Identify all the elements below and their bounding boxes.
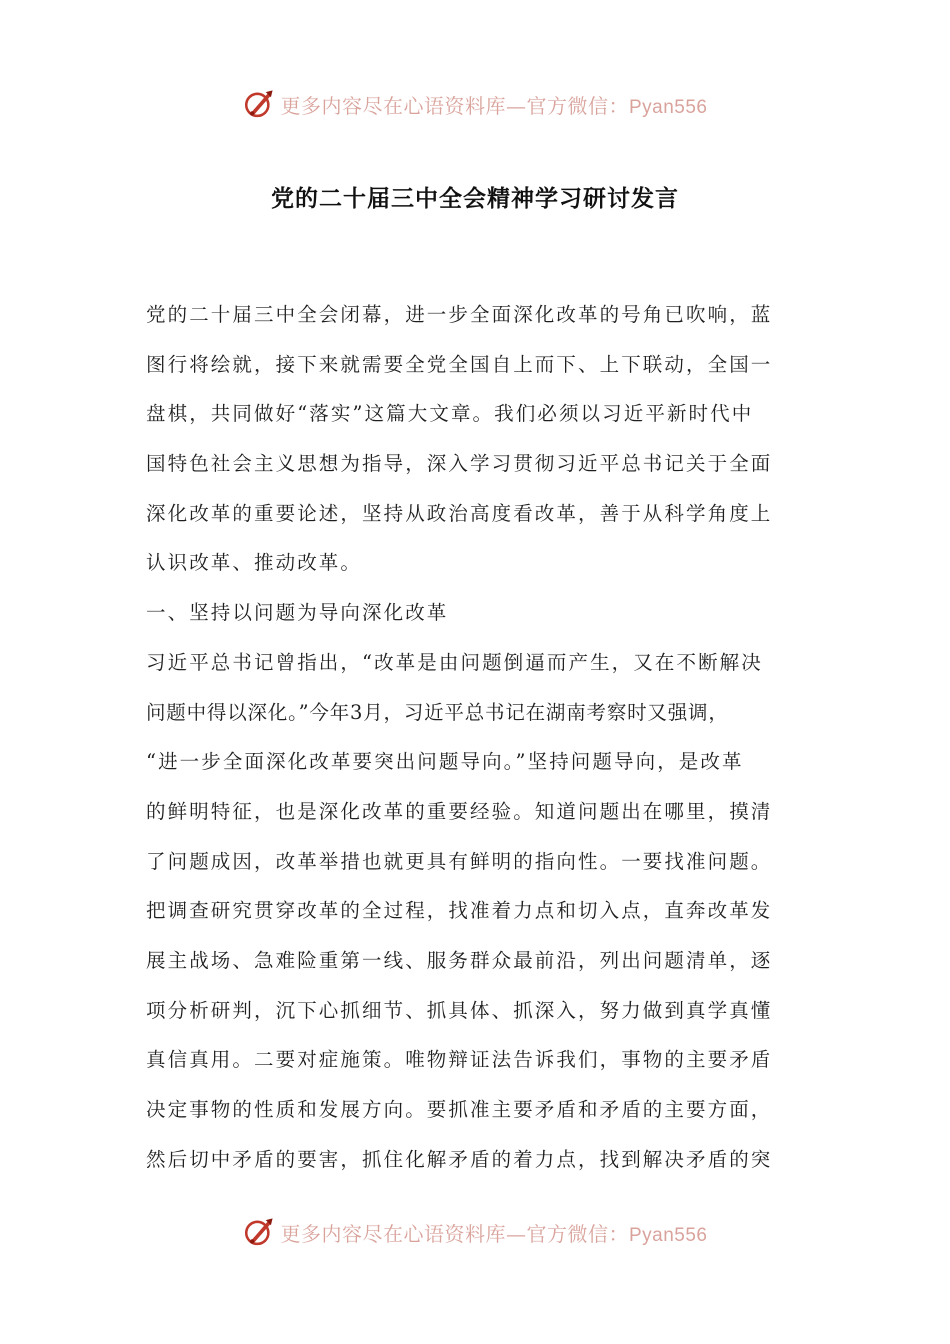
body-line: 习近平总书记曾指出，“改革是由问题倒逼而产生，又在不断解决 — [146, 650, 763, 674]
body-line: 展主战场、急难险重第一线、服务群众最前沿，列出问题清单，逐 — [146, 948, 773, 972]
body-line: 盘棋，共同做好“落实”这篇大文章。我们必须以习近平新时代中 — [146, 402, 754, 426]
quill-seal-icon — [242, 1215, 276, 1249]
section-heading: 一、坚持以问题为导向深化改革 — [146, 601, 449, 625]
body-line: 国特色社会主义思想为指导，深入学习贯彻习近平总书记关于全面 — [146, 452, 773, 476]
body-line: 的鲜明特征，也是深化改革的重要经验。知道问题出在哪里，摸清 — [146, 799, 773, 823]
body-line: 真信真用。二要对症施策。唯物辩证法告诉我们，事物的主要矛盾 — [146, 1048, 773, 1072]
footer-watermark — [0, 1212, 950, 1252]
body-line: 深化改革的重要论述，坚持从政治高度看改革，善于从科学角度上 — [146, 501, 773, 525]
body-line: “进一步全面深化改革要突出问题导向。”坚持问题导向，是改革 — [146, 750, 744, 774]
header-watermark — [0, 84, 950, 124]
body-line: 图行将绘就，接下来就需要全党全国自上而下、上下联动，全国一 — [146, 352, 773, 376]
quill-seal-icon — [242, 87, 276, 121]
document-title: 党的二十届三中全会精神学习研讨发言 — [271, 186, 679, 212]
body-line: 项分析研判，沉下心抓细节、抓具体、抓深入，努力做到真学真懂 — [146, 998, 773, 1022]
body-line: 党的二十届三中全会闭幕，进一步全面深化改革的号角已吹响，蓝 — [146, 303, 773, 326]
body-line: 决定事物的性质和发展方向。要抓准主要矛盾和矛盾的主要方面， — [146, 1098, 773, 1121]
body-line: 问题中得以深化。”今年3月，习近平总书记在湖南考察时又强调， — [146, 700, 729, 724]
body-line: 了问题成因，改革举措也就更具有鲜明的指向性。一要找准问题。 — [146, 849, 773, 873]
watermark-text: 更多内容尽在心语资料库—官方微信：Pyan556 — [280, 1221, 708, 1246]
watermark-text: 更多内容尽在心语资料库—官方微信：Pyan556 — [280, 93, 708, 118]
body-line: 把调查研究贯穿改革的全过程，找准着力点和切入点，直奔改革发 — [146, 899, 773, 923]
body-line: 然后切中矛盾的要害，抓住化解矛盾的着力点，找到解决矛盾的突 — [146, 1147, 773, 1171]
body-line: 认识改革、推动改革。 — [146, 551, 363, 575]
document-body — [146, 290, 806, 1184]
